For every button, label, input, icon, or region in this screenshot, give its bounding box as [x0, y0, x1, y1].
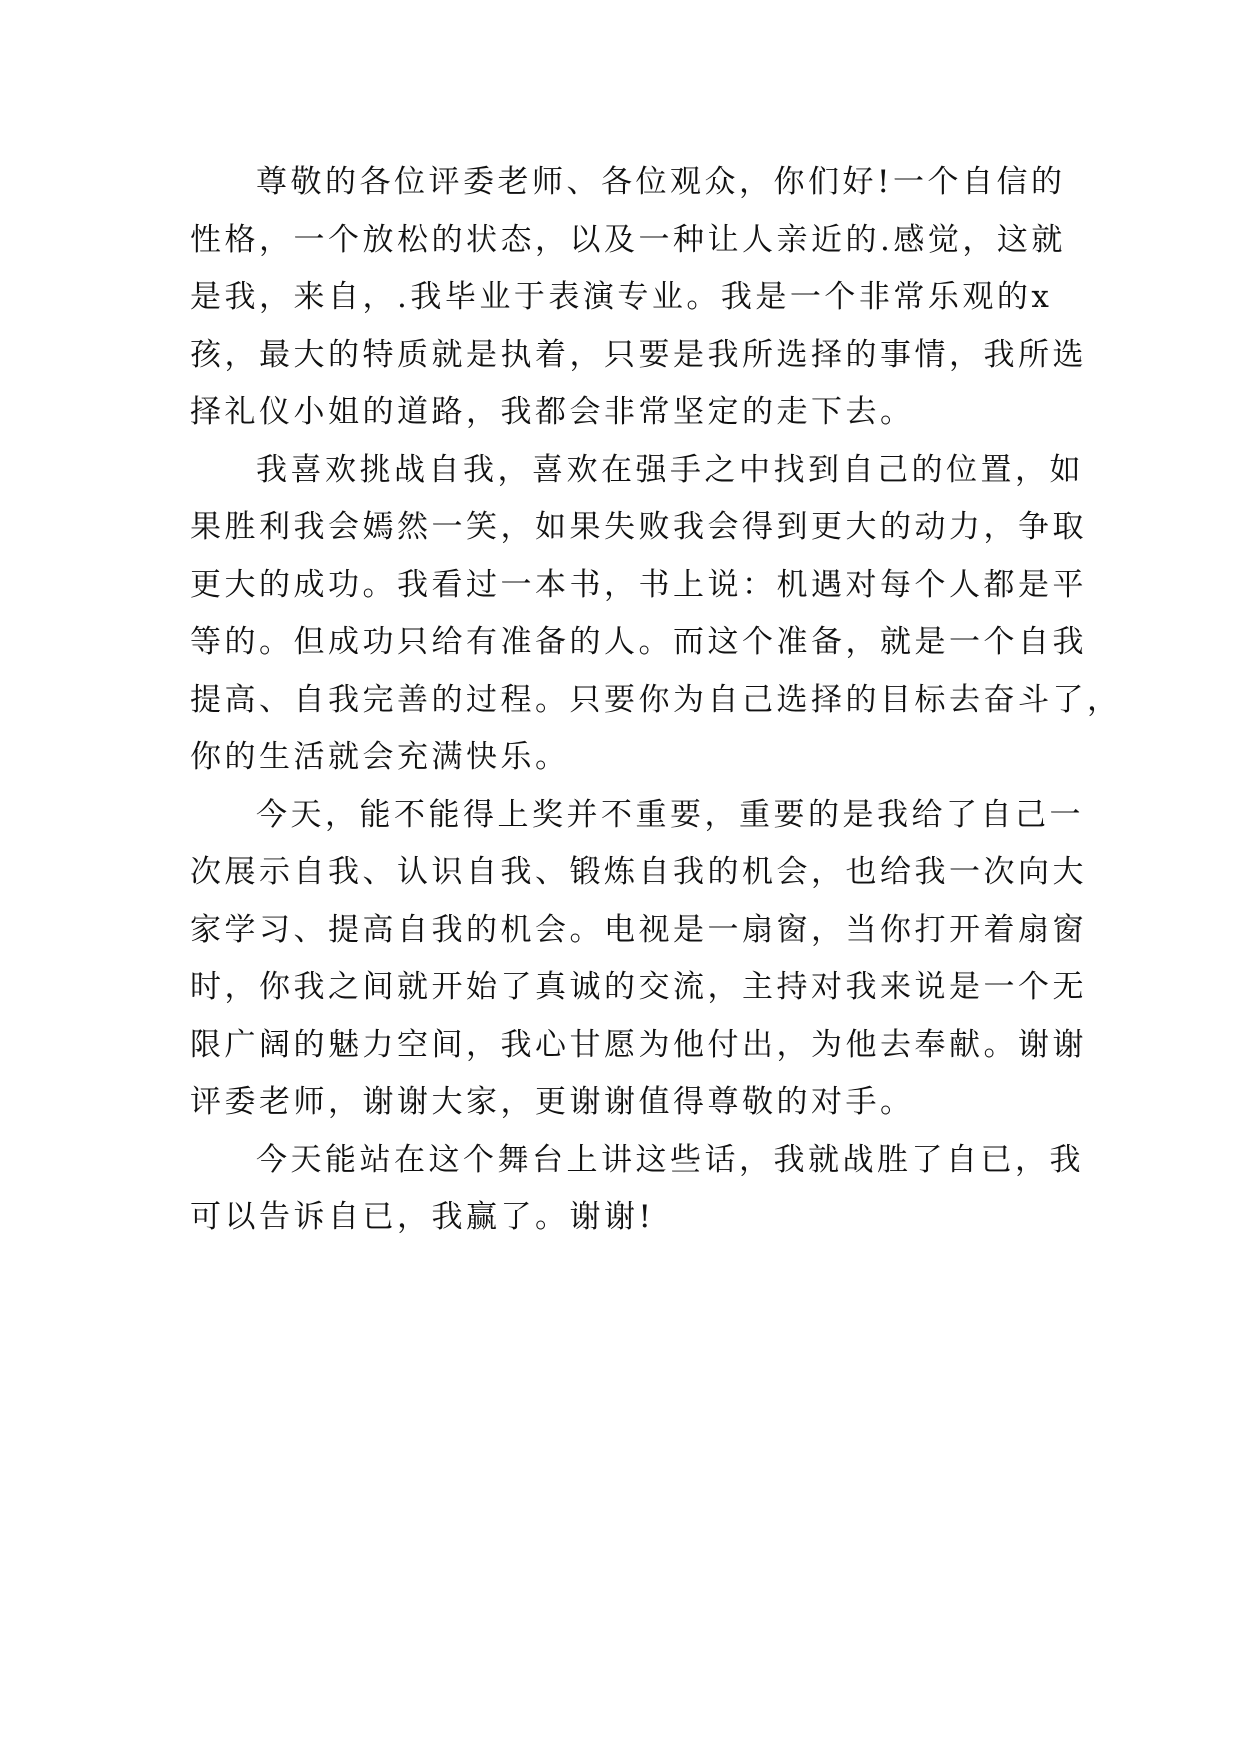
paragraph-2: [190, 442, 1122, 787]
text-line: 时，你我之间就开始了真诚的交流，主持对我来说是一个无: [190, 969, 1087, 1005]
text-line: 我喜欢挑战自我，喜欢在强手之中找到自己的位置，如: [256, 451, 1084, 488]
text-line: 你的生活就会充满快乐。: [190, 739, 570, 775]
paragraph-3: [190, 787, 1087, 1132]
text-line: 择礼仪小姐的道路，我都会非常坚定的走下去。: [190, 394, 915, 430]
text-line: 今天能站在这个舞台上讲这些话，我就战胜了自已，我: [256, 1141, 1084, 1178]
text-line: 果胜利我会嫣然一笑，如果失败我会得到更大的动力，争取: [190, 509, 1087, 545]
document-body: [190, 154, 1122, 1247]
text-line: 限广阔的魅力空间，我心甘愿为他付出，为他去奉献。谢谢: [190, 1026, 1087, 1063]
text-line: 尊敬的各位评委老师、各位观众，你们好!一个自信的: [256, 164, 1066, 200]
text-line: 等的。但成功只给有准备的人。而这个准备，就是一个自我: [190, 624, 1087, 660]
text-line: 提高、自我完善的过程。只要你为自己选择的目标去奋斗了，: [190, 681, 1122, 718]
text-line: 性格，一个放松的状态，以及一种让人亲近的.感觉，这就: [190, 221, 1066, 258]
text-line: 孩，最大的特质就是执着，只要是我所选择的事情，我所选: [190, 336, 1087, 373]
paragraph-1: [190, 154, 1087, 442]
paragraph-4: [190, 1132, 1084, 1247]
text-line: 可以告诉自已，我赢了。谢谢!: [190, 1199, 655, 1235]
text-line: 更大的成功。我看过一本书，书上说：机遇对每个人都是平: [190, 566, 1087, 603]
text-line: 今天，能不能得上奖并不重要，重要的是我给了自己一: [256, 796, 1084, 833]
text-line: 评委老师，谢谢大家，更谢谢值得尊敬的对手。: [190, 1084, 915, 1120]
text-line: 是我，来自，.我毕业于表演专业。我是一个非常乐观的x: [190, 279, 1053, 315]
text-line: 次展示自我、认识自我、锻炼自我的机会，也给我一次向大: [190, 854, 1087, 890]
text-line: 家学习、提高自我的机会。电视是一扇窗，当你打开着扇窗: [190, 911, 1087, 948]
